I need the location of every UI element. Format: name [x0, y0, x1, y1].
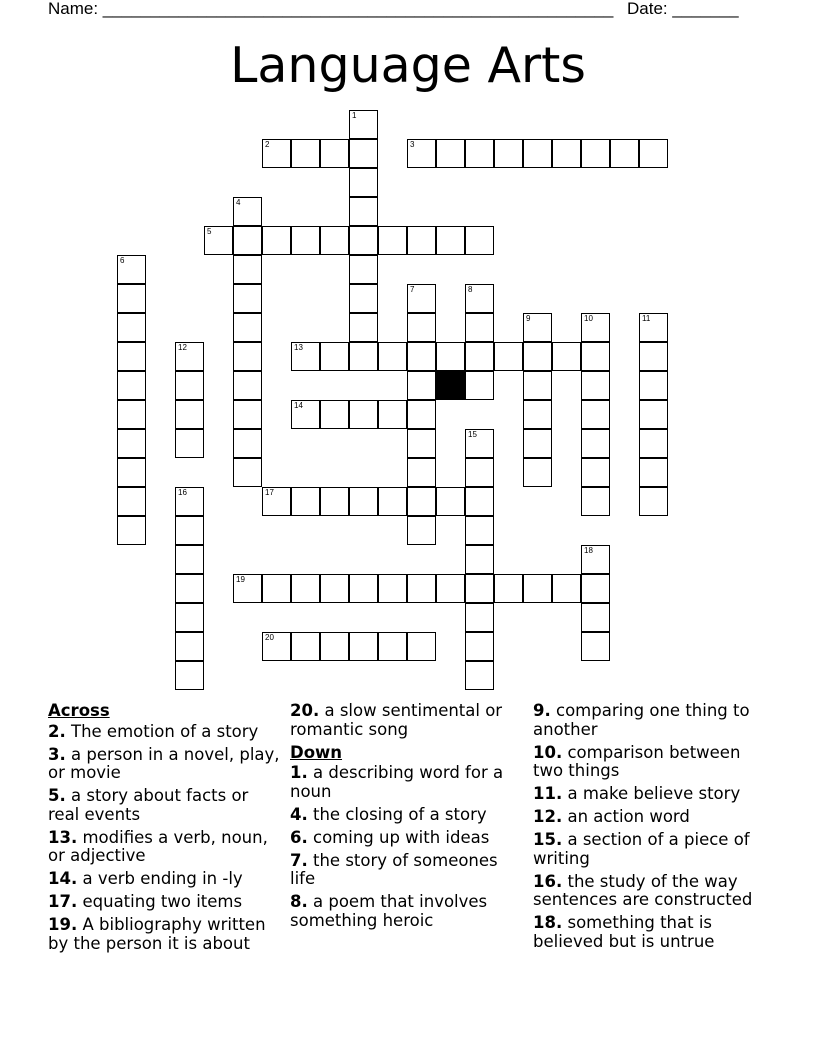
grid-cell[interactable] [117, 255, 146, 284]
clue-item [290, 893, 520, 930]
clue-number: 19. [48, 915, 78, 934]
clue-item [48, 916, 283, 953]
grid-cell[interactable] [291, 342, 320, 371]
down-heading: Down [290, 742, 343, 762]
grid-cell[interactable] [117, 400, 146, 429]
clue-item [290, 852, 520, 889]
clue-item [290, 806, 520, 825]
grid-cell[interactable] [291, 632, 320, 661]
grid-cell[interactable] [407, 284, 436, 313]
grid-cell[interactable] [465, 603, 494, 632]
clue-number: 8. [290, 892, 308, 911]
cell-number: 9 [526, 314, 531, 323]
grid-cell[interactable] [378, 342, 407, 371]
clue-item [533, 702, 773, 739]
cell-number: 2 [265, 140, 270, 149]
grid-cell[interactable] [407, 371, 436, 400]
grid-cell[interactable] [407, 139, 436, 168]
cell-number: 4 [236, 198, 241, 207]
grid-cell[interactable] [291, 487, 320, 516]
grid-cell[interactable] [523, 313, 552, 342]
grid-cell[interactable] [465, 574, 494, 603]
grid-cell[interactable] [117, 284, 146, 313]
grid-cell[interactable] [465, 226, 494, 255]
grid-cell[interactable] [639, 487, 668, 516]
cell-number: 20 [265, 633, 274, 642]
grid-cell[interactable] [639, 371, 668, 400]
clue-number: 15. [533, 830, 563, 849]
grid-cell[interactable] [349, 168, 378, 197]
cell-number: 16 [178, 488, 187, 497]
clue-number: 5. [48, 786, 66, 805]
grid-cell[interactable] [581, 574, 610, 603]
grid-cell[interactable] [233, 400, 262, 429]
clue-text: comparison between two things [533, 742, 741, 780]
clue-text: a slow sentimental or romantic song [290, 701, 503, 739]
clue-text: a section of a piece of writing [533, 830, 750, 868]
clue-item [533, 831, 773, 868]
clue-number: 13. [48, 827, 78, 847]
grid-cell[interactable] [407, 429, 436, 458]
clue-text: a make believe story [567, 784, 741, 803]
grid-cell[interactable] [117, 342, 146, 371]
clue-number: 1. [290, 763, 308, 782]
grid-cell[interactable] [465, 545, 494, 574]
grid-cell[interactable] [436, 226, 465, 255]
grid-cell[interactable] [291, 574, 320, 603]
grid-cell[interactable] [262, 487, 291, 516]
across-clue-list [48, 723, 283, 954]
grid-cell[interactable] [349, 632, 378, 661]
clue-text: a describing word for a noun [290, 763, 504, 801]
clue-text: equating two items [82, 892, 243, 911]
grid-cell[interactable] [436, 139, 465, 168]
grid-cell[interactable] [320, 574, 349, 603]
grid-cell[interactable] [436, 342, 465, 371]
grid-cell[interactable] [581, 487, 610, 516]
grid-cell[interactable] [175, 487, 204, 516]
grid-cell[interactable] [320, 139, 349, 168]
grid-cell[interactable] [407, 226, 436, 255]
clue-text: the story of someones life [290, 850, 498, 888]
page-title: Language Arts [230, 37, 586, 94]
clue-text: a story about facts or real events [48, 786, 249, 824]
clue-item [290, 829, 520, 848]
clue-number: 7. [290, 850, 308, 870]
grid-cell[interactable] [407, 313, 436, 342]
grid-cell[interactable] [349, 284, 378, 313]
clues-column-2 [290, 702, 520, 935]
grid-cell[interactable] [407, 487, 436, 516]
clue-text: a poem that involves something heroic [290, 892, 488, 930]
grid-cell[interactable] [349, 226, 378, 255]
grid-cell[interactable] [465, 516, 494, 545]
clue-item [48, 893, 283, 912]
grid-cell[interactable] [175, 516, 204, 545]
grid-cell[interactable] [407, 574, 436, 603]
grid-cell[interactable] [175, 400, 204, 429]
grid-cell[interactable] [349, 313, 378, 342]
clue-text: modifies a verb, noun, or adjective [48, 827, 268, 865]
cell-number: 19 [236, 575, 245, 584]
grid-cell[interactable] [523, 139, 552, 168]
grid-cell[interactable] [523, 342, 552, 371]
grid-cell[interactable] [233, 342, 262, 371]
name-field[interactable]: Name: ______________________________________________________ [48, 0, 614, 18]
grid-cell[interactable] [639, 342, 668, 371]
grid-cell[interactable] [523, 371, 552, 400]
grid-cell[interactable] [378, 226, 407, 255]
grid-cell[interactable] [407, 400, 436, 429]
clue-item [290, 764, 520, 801]
grid-cell[interactable] [581, 139, 610, 168]
cell-number: 11 [642, 314, 651, 323]
grid-cell[interactable] [552, 139, 581, 168]
across-clue-list-continued [290, 702, 520, 739]
grid-cell[interactable] [407, 458, 436, 487]
grid-cell[interactable] [320, 400, 349, 429]
grid-cell[interactable] [639, 139, 668, 168]
grid-cell[interactable] [465, 458, 494, 487]
grid-cell[interactable] [262, 574, 291, 603]
clue-item [48, 746, 283, 783]
grid-cell[interactable] [233, 226, 262, 255]
cell-number: 14 [294, 401, 303, 410]
clue-text: comparing one thing to another [533, 701, 750, 739]
grid-cell[interactable] [610, 139, 639, 168]
clue-item [48, 829, 283, 866]
grid-cell[interactable] [378, 487, 407, 516]
grid-cell[interactable] [465, 661, 494, 690]
grid-cell[interactable] [378, 632, 407, 661]
grid-cell[interactable] [233, 429, 262, 458]
grid-cell[interactable] [233, 255, 262, 284]
grid-cell[interactable] [523, 458, 552, 487]
grid-cell[interactable] [465, 284, 494, 313]
grid-cell[interactable] [349, 574, 378, 603]
grid-cell[interactable] [349, 255, 378, 284]
grid-cell-black [436, 371, 465, 400]
grid-cell[interactable] [349, 400, 378, 429]
grid-cell[interactable] [349, 197, 378, 226]
clue-text: The emotion of a story [71, 721, 259, 741]
grid-cell[interactable] [233, 197, 262, 226]
grid-cell[interactable] [407, 342, 436, 371]
cell-number: 15 [468, 430, 477, 439]
clue-text: an action word [567, 807, 690, 826]
clue-text: the closing of a story [313, 804, 487, 824]
grid-cell[interactable] [233, 574, 262, 603]
grid-cell[interactable] [175, 603, 204, 632]
grid-cell[interactable] [465, 342, 494, 371]
grid-cell[interactable] [291, 400, 320, 429]
grid-cell[interactable] [175, 661, 204, 690]
clue-text: coming up with ideas [313, 827, 490, 847]
grid-cell[interactable] [552, 574, 581, 603]
grid-cell[interactable] [175, 545, 204, 574]
grid-cell[interactable] [378, 574, 407, 603]
clue-number: 10. [533, 742, 563, 762]
clue-number: 3. [48, 744, 66, 764]
grid-cell[interactable] [117, 429, 146, 458]
grid-cell[interactable] [465, 371, 494, 400]
grid-cell[interactable] [175, 632, 204, 661]
grid-cell[interactable] [407, 516, 436, 545]
grid-cell[interactable] [291, 139, 320, 168]
clue-text: a verb ending in -ly [82, 869, 243, 888]
grid-cell[interactable] [465, 429, 494, 458]
clue-number: 14. [48, 869, 78, 888]
cell-number: 17 [265, 488, 274, 497]
grid-cell[interactable] [117, 313, 146, 342]
grid-cell[interactable] [320, 226, 349, 255]
grid-cell[interactable] [233, 313, 262, 342]
clues-column-1 [48, 702, 283, 958]
grid-cell[interactable] [204, 226, 233, 255]
grid-cell[interactable] [581, 545, 610, 574]
grid-cell[interactable] [465, 632, 494, 661]
cell-number: 5 [207, 227, 212, 236]
cell-number: 1 [352, 111, 357, 120]
grid-cell[interactable] [175, 429, 204, 458]
grid-cell[interactable] [349, 139, 378, 168]
grid-cell[interactable] [262, 632, 291, 661]
grid-cell[interactable] [320, 632, 349, 661]
grid-cell[interactable] [349, 342, 378, 371]
date-field[interactable]: Date: _______ [627, 0, 739, 18]
grid-cell[interactable] [117, 371, 146, 400]
grid-cell[interactable] [494, 574, 523, 603]
grid-cell[interactable] [233, 371, 262, 400]
grid-cell[interactable] [378, 400, 407, 429]
grid-cell[interactable] [581, 400, 610, 429]
grid-cell[interactable] [262, 226, 291, 255]
across-heading: Across [48, 701, 110, 720]
clue-number: 2. [48, 721, 66, 741]
grid-cell[interactable] [581, 313, 610, 342]
grid-cell[interactable] [436, 487, 465, 516]
grid-cell[interactable] [262, 139, 291, 168]
clue-text: A bibliography written by the person it is about [48, 915, 266, 953]
grid-cell[interactable] [465, 139, 494, 168]
grid-cell[interactable] [117, 516, 146, 545]
down-clue-list-continued [533, 702, 773, 951]
grid-cell[interactable] [349, 110, 378, 139]
grid-cell[interactable] [436, 574, 465, 603]
cell-number: 8 [468, 285, 473, 294]
grid-cell[interactable] [639, 400, 668, 429]
clue-item [533, 873, 773, 910]
grid-cell[interactable] [581, 632, 610, 661]
grid-cell[interactable] [465, 487, 494, 516]
clues-column-3 [533, 702, 773, 956]
grid-cell[interactable] [552, 342, 581, 371]
grid-cell[interactable] [523, 429, 552, 458]
cell-number: 13 [294, 343, 303, 352]
grid-cell[interactable] [494, 342, 523, 371]
grid-cell[interactable] [175, 342, 204, 371]
grid-cell[interactable] [581, 603, 610, 632]
cell-number: 12 [178, 343, 187, 352]
grid-cell[interactable] [320, 342, 349, 371]
clue-item [533, 744, 773, 781]
clue-number: 12. [533, 807, 563, 826]
grid-cell[interactable] [233, 458, 262, 487]
grid-cell[interactable] [639, 458, 668, 487]
clue-item [48, 723, 283, 742]
cell-number: 7 [410, 285, 415, 294]
cell-number: 6 [120, 256, 125, 265]
clue-number: 6. [290, 827, 308, 847]
clue-text: the study of the way sentences are constructed [533, 871, 753, 909]
clue-text: a person in a novel, play, or movie [48, 744, 280, 782]
grid-cell[interactable] [175, 574, 204, 603]
clue-number: 9. [533, 701, 551, 720]
grid-cell[interactable] [523, 400, 552, 429]
grid-cell[interactable] [291, 226, 320, 255]
clue-text: something that is believed but is untrue [533, 913, 715, 951]
grid-cell[interactable] [581, 458, 610, 487]
grid-cell[interactable] [117, 487, 146, 516]
grid-cell[interactable] [639, 429, 668, 458]
clue-number: 20. [290, 701, 320, 720]
grid-cell[interactable] [639, 313, 668, 342]
grid-cell[interactable] [175, 371, 204, 400]
clue-item [48, 787, 283, 824]
grid-cell[interactable] [407, 632, 436, 661]
cell-number: 3 [410, 140, 415, 149]
clue-number: 11. [533, 784, 563, 803]
grid-cell[interactable] [320, 487, 349, 516]
cell-number: 18 [584, 546, 593, 555]
down-clue-list [290, 764, 520, 930]
clue-item [533, 808, 773, 827]
grid-cell[interactable] [523, 574, 552, 603]
grid-cell[interactable] [349, 487, 378, 516]
clue-number: 4. [290, 804, 308, 824]
grid-cell[interactable] [581, 371, 610, 400]
clue-item [48, 870, 283, 889]
cell-number: 10 [584, 314, 593, 323]
grid-cell[interactable] [581, 342, 610, 371]
clue-number: 17. [48, 892, 78, 911]
clue-item [290, 702, 520, 739]
grid-cell[interactable] [233, 284, 262, 313]
clue-item [533, 785, 773, 804]
grid-cell[interactable] [117, 458, 146, 487]
grid-cell[interactable] [465, 313, 494, 342]
clue-item [533, 914, 773, 951]
clue-number: 16. [533, 871, 563, 891]
clue-number: 18. [533, 913, 563, 932]
grid-cell[interactable] [494, 139, 523, 168]
grid-cell[interactable] [581, 429, 610, 458]
